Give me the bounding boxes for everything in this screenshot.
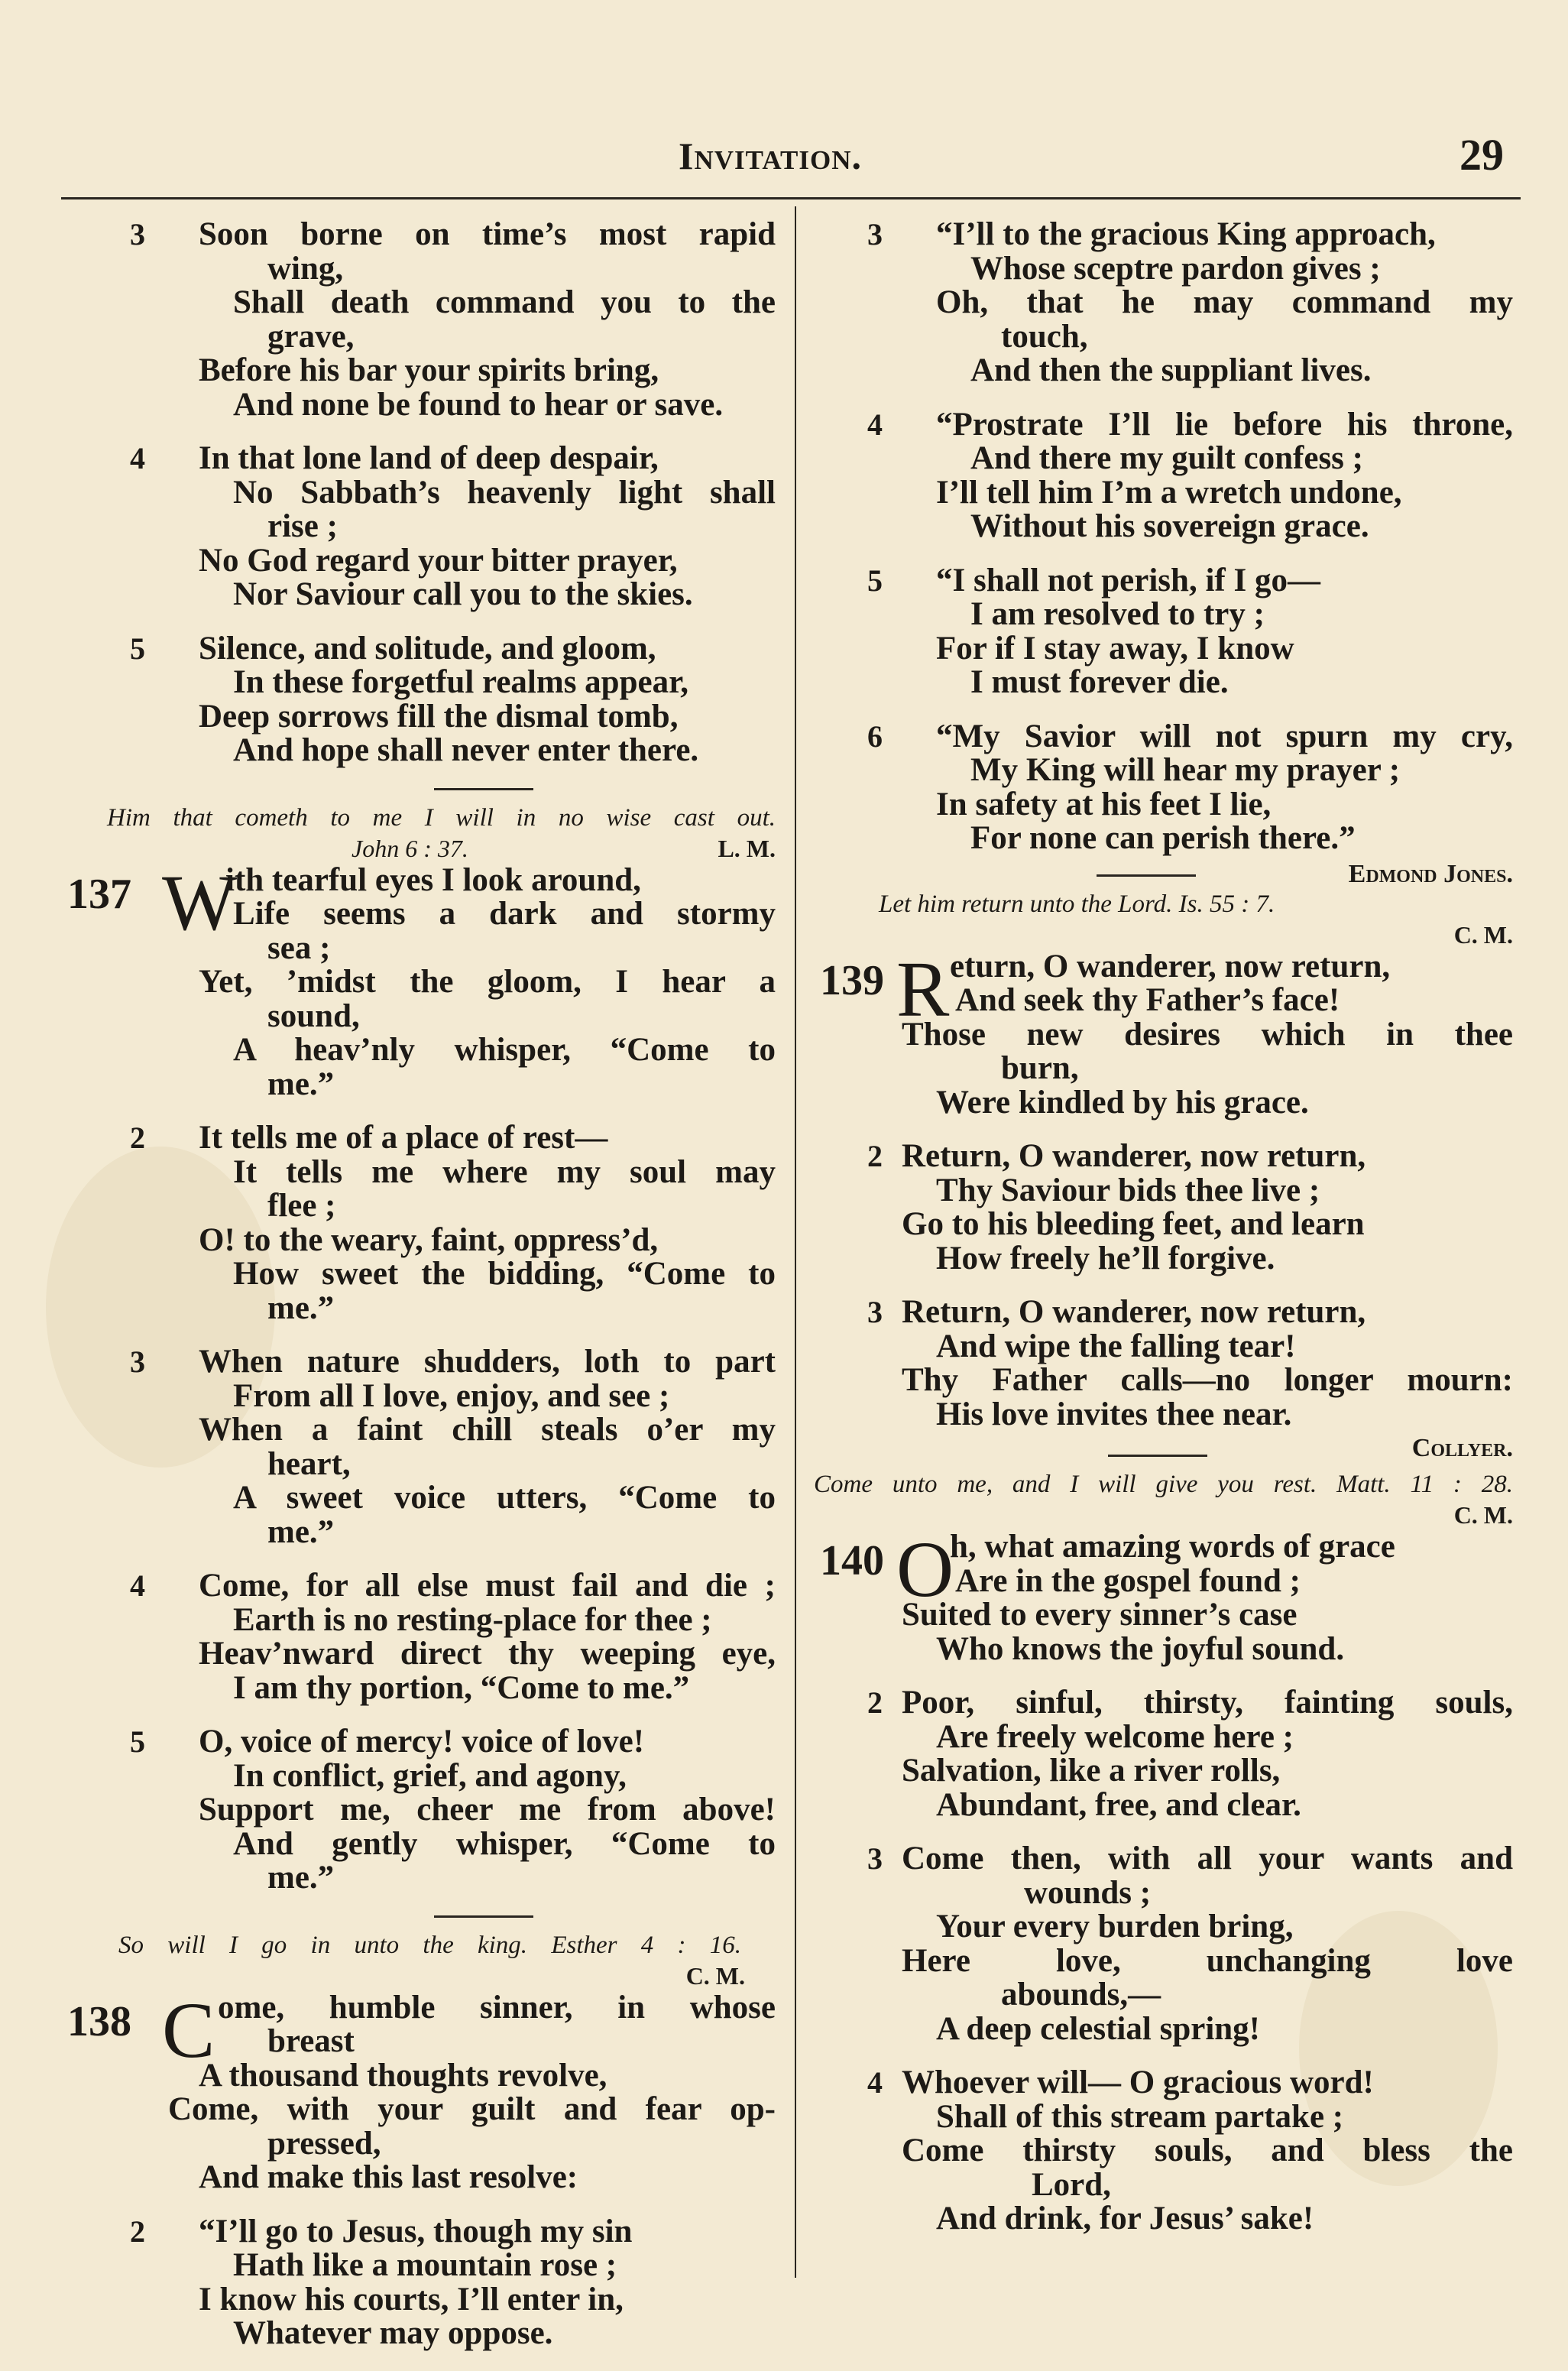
section-title: Invitation.: [679, 135, 863, 177]
verse-line: Whose sceptre pardon gives ;: [970, 250, 1381, 287]
verse-line: Whoever will— O gracious word!: [902, 2064, 1374, 2100]
verse-line: Hath like a mountain rose ;: [233, 2247, 617, 2283]
verse-line: Lord,: [1032, 2166, 1111, 2203]
verse-number: 4: [867, 407, 883, 442]
verse-line: Shall of this stream partake ;: [936, 2098, 1344, 2135]
verse: [61, 218, 776, 422]
scripture-text: So will I go in unto the king. Esther 4 : 16.: [118, 1931, 741, 1959]
verse-line: Return, O wanderer, now return,: [902, 1138, 1366, 1174]
verse-number: 3: [867, 217, 883, 251]
drop-cap: O: [896, 1526, 954, 1614]
drop-cap: C: [162, 1986, 215, 2074]
verse-number: 4: [130, 441, 145, 475]
verse-line: In that lone land of deep despair,: [199, 440, 659, 476]
verse-number: 4: [867, 2065, 883, 2100]
verse-number: 3: [867, 1295, 883, 1329]
verse-line: sound,: [267, 997, 360, 1034]
verse-line: burn,: [1001, 1050, 1079, 1086]
verse-line: It tells me where my soul may: [233, 1153, 776, 1190]
verse-line: A deep celestial spring!: [936, 2010, 1260, 2047]
verse-line: And drink, for Jesus’ sake!: [936, 2201, 1314, 2236]
verse-line: wing,: [267, 250, 344, 287]
verse-line: It tells me of a place of rest—: [199, 1120, 608, 1156]
verse-line: Who knows the joyful sound.: [936, 1630, 1345, 1667]
running-head: [0, 130, 1568, 187]
scripture-reference: John 6 : 37.: [352, 834, 468, 862]
verse: [61, 1345, 776, 1549]
verse-number: 5: [130, 1724, 145, 1759]
hymn-138-first-verse: [61, 1986, 776, 2195]
drop-cap: W: [162, 858, 238, 947]
verse: [814, 1686, 1513, 1822]
verse-line: Come, with your guilt and fear op-: [168, 2091, 776, 2127]
verse-line: “My Savior will not spurn my cry,: [936, 718, 1513, 754]
verse-line: Soon borne on time’s most rapid: [199, 216, 776, 252]
verse-number: 2: [867, 1685, 883, 1720]
verse-line: rise ;: [267, 508, 338, 544]
verse-line: Yet, ’midst the gloom, I hear a: [199, 964, 776, 1000]
verse: [61, 2215, 776, 2351]
verse-number: 2: [130, 2214, 145, 2249]
verse-line: Earth is no resting-place for thee ;: [233, 1601, 712, 1638]
verse: [61, 1725, 776, 1896]
verse-line: Come then, with all your wants and: [902, 1841, 1513, 1876]
verse: [814, 1296, 1513, 1432]
hymn-138-heading: [61, 1930, 776, 1991]
author-attribution: Collyer.: [1411, 1434, 1513, 1462]
verse-line: Silence, and solitude, and gloom,: [199, 630, 656, 667]
verse-line: Are freely welcome here ;: [936, 1718, 1294, 1755]
verse-line: me.”: [267, 1065, 335, 1102]
verse-line: breast: [267, 2023, 355, 2059]
verse-line: “Prostrate I’ll lie before his throne,: [936, 406, 1513, 443]
verse-line: ith tearful eyes I look around,: [225, 861, 641, 898]
verse-line: Come, for all else must fail and die ;: [199, 1568, 776, 1604]
verse-line: A heav’nly whisper, “Come to: [233, 1032, 776, 1068]
meter-label: C. M.: [685, 1961, 745, 1990]
verse-line: wounds ;: [1024, 1874, 1152, 1911]
verse: [814, 564, 1513, 700]
verse-line: Heav’nward direct thy weeping eye,: [199, 1636, 776, 1672]
verse: [61, 632, 776, 768]
verse-line: I must forever die.: [970, 664, 1229, 700]
verse-line: flee ;: [267, 1188, 336, 1224]
header-rule: [61, 197, 1521, 199]
meter-label: C. M.: [1453, 1501, 1513, 1529]
verse-line: eturn, O wanderer, now return,: [950, 948, 1391, 984]
hymn-number: 138: [67, 1997, 131, 2045]
verse-line: Those new desires which in thee: [902, 1016, 1513, 1053]
verse-line: h, what amazing words of grace: [950, 1529, 1395, 1565]
verse-line: Thy Saviour bids thee live ;: [936, 1172, 1320, 1208]
verse-line: heart,: [267, 1445, 351, 1482]
hymn-137-heading: [61, 803, 776, 864]
verse-line: Without his sovereign grace.: [970, 508, 1369, 544]
verse-line: For none can perish there.”: [970, 820, 1356, 856]
verse: [814, 218, 1513, 388]
verse-line: O, voice of mercy! voice of love!: [199, 1724, 645, 1760]
verse-line: Salvation, like a river rolls,: [902, 1753, 1281, 1789]
verse-number: 5: [867, 563, 883, 598]
section-rule: [1097, 874, 1196, 877]
verse-line: me.”: [267, 1860, 335, 1896]
meter-label: C. M.: [1453, 920, 1513, 949]
verse-number: 6: [867, 718, 883, 754]
verse: [814, 408, 1513, 544]
verse-line: I’ll tell him I’m a wretch undone,: [936, 474, 1402, 511]
verse-number: 3: [867, 1841, 883, 1876]
verse-line: Return, O wanderer, now return,: [902, 1294, 1366, 1330]
verse-line: pressed,: [267, 2125, 381, 2162]
verse-line: “I’ll go to Jesus, though my sin: [199, 2213, 633, 2249]
verse: [814, 2066, 1513, 2236]
verse-line: Before his bar your spirits bring,: [199, 352, 659, 388]
drop-cap: R: [896, 945, 950, 1033]
verse-line: touch,: [1001, 318, 1088, 355]
verse-number: 2: [130, 1121, 145, 1155]
verse-line: I know his courts, I’ll enter in,: [199, 2281, 624, 2317]
page-number: 29: [1459, 130, 1504, 180]
hymn-139-first-verse: [814, 945, 1513, 1121]
verse-line: Go to his bleeding feet, and learn: [902, 1206, 1365, 1242]
meter-label: L. M.: [718, 834, 776, 862]
verse-line: Abundant, free, and clear.: [936, 1786, 1301, 1823]
verse-line: How freely he’ll forgive.: [936, 1240, 1275, 1276]
verse-line: Deep sorrows fill the dismal tomb,: [199, 698, 679, 735]
verse-line: In these forgetful realms appear,: [233, 664, 688, 700]
verse-line: And seek thy Father’s face!: [955, 982, 1340, 1018]
verse-line: Your every burden bring,: [936, 1909, 1294, 1944]
hymn-140-first-verse: [814, 1526, 1513, 1667]
hymn-number: 140: [820, 1537, 884, 1584]
verse-line: From all I love, enjoy, and see ;: [233, 1377, 670, 1414]
verse-line: When nature shudders, loth to part: [199, 1344, 776, 1380]
verse-line: Nor Saviour call you to the skies.: [233, 576, 693, 612]
right-column: [814, 218, 1513, 2256]
verse-line: grave,: [267, 318, 355, 355]
verse-line: me.”: [267, 1289, 335, 1326]
section-rule: [1108, 1455, 1207, 1457]
verse-line: Whatever may oppose.: [233, 2315, 553, 2351]
verse-line: Support me, cheer me from above!: [199, 1792, 776, 1828]
verse-line: A sweet voice utters, “Come to: [233, 1480, 776, 1516]
author-attribution: Edmond Jones.: [1348, 859, 1513, 888]
verse-line: Poor, sinful, thirsty, fainting souls,: [902, 1685, 1513, 1721]
verse-line: My King will hear my prayer ;: [970, 752, 1401, 788]
verse-line: And gently whisper, “Come to: [233, 1825, 776, 1862]
verse-line: No Sabbath’s heavenly light shall: [233, 474, 776, 511]
left-column: [61, 218, 776, 2371]
verse-line: And wipe the falling tear!: [936, 1328, 1296, 1364]
verse: [814, 1842, 1513, 2046]
verse-line: I am resolved to try ;: [970, 596, 1265, 632]
verse-number: 2: [867, 1139, 883, 1173]
verse-line: “I’ll to the gracious King approach,: [936, 216, 1436, 252]
verse: [61, 442, 776, 612]
verse-line: sea ;: [267, 929, 331, 966]
hymn-139-heading: [814, 889, 1513, 950]
verse-line: In safety at his feet I lie,: [936, 786, 1272, 822]
verse: [61, 1569, 776, 1705]
verse-line: How sweet the bidding, “Come to: [233, 1256, 776, 1292]
verse-line: abounds,—: [1001, 1977, 1161, 2013]
scripture-text: Come unto me, and I will give you rest. Matt. 11 : 28.: [814, 1471, 1513, 1498]
verse: [814, 1140, 1513, 1276]
verse-line: His love invites thee near.: [936, 1396, 1292, 1432]
verse: [814, 720, 1513, 856]
verse-line: For if I stay away, I know: [936, 630, 1294, 667]
verse-line: In conflict, grief, and agony,: [233, 1757, 627, 1794]
verse-line: O! to the weary, faint, oppress’d,: [199, 1221, 659, 1258]
verse-line: Oh, that he may command my: [936, 284, 1513, 320]
verse-line: Here love, unchanging love: [902, 1942, 1513, 1979]
verse-line: Suited to every sinner’s case: [902, 1597, 1297, 1633]
verse-line: And none be found to hear or save.: [233, 386, 724, 423]
verse: [61, 1121, 776, 1325]
verse-line: me.”: [267, 1513, 335, 1550]
verse-number: 3: [130, 1344, 145, 1379]
verse-line: And make this last resolve:: [199, 2159, 578, 2195]
hymn-140-heading: [814, 1469, 1513, 1530]
verse-number: 4: [130, 1568, 145, 1603]
verse-line: And hope shall never enter there.: [233, 732, 699, 768]
verse-line: And then the suppliant lives.: [970, 352, 1372, 388]
verse-number: 5: [130, 631, 145, 666]
section-rule: [434, 788, 533, 790]
verse-line: “I shall not perish, if I go—: [936, 562, 1320, 598]
verse-line: When a faint chill steals o’er my: [199, 1412, 776, 1448]
verse-line: No God regard your bitter prayer,: [199, 542, 678, 579]
verse-line: ome, humble sinner, in whose: [218, 1989, 776, 2026]
section-rule: [434, 1915, 533, 1918]
scripture-text: Him that cometh to me I will in no wise cast out.: [107, 803, 776, 832]
verse-line: And there my guilt confess ;: [970, 440, 1363, 476]
hymn-number: 139: [820, 956, 884, 1004]
verse-line: I am thy portion, “Come to me.”: [233, 1669, 690, 1706]
verse-number: 3: [130, 217, 145, 251]
verse-line: Are in the gospel found ;: [955, 1562, 1301, 1599]
hymn-number: 137: [67, 870, 131, 918]
verse-line: Were kindled by his grace.: [936, 1084, 1309, 1121]
verse-line: Thy Father calls—no longer mourn:: [902, 1362, 1513, 1398]
scripture-text: Let him return unto the Lord. Is. 55 : 7.: [879, 890, 1275, 918]
verse-line: A thousand thoughts revolve,: [199, 2057, 607, 2094]
column-divider: [795, 206, 796, 2278]
hymn-137-first-verse: [61, 858, 776, 1102]
verse-line: Shall death command you to the: [233, 284, 776, 320]
verse-line: Come thirsty souls, and bless the: [902, 2133, 1513, 2168]
verse-line: Life seems a dark and stormy: [233, 896, 776, 932]
